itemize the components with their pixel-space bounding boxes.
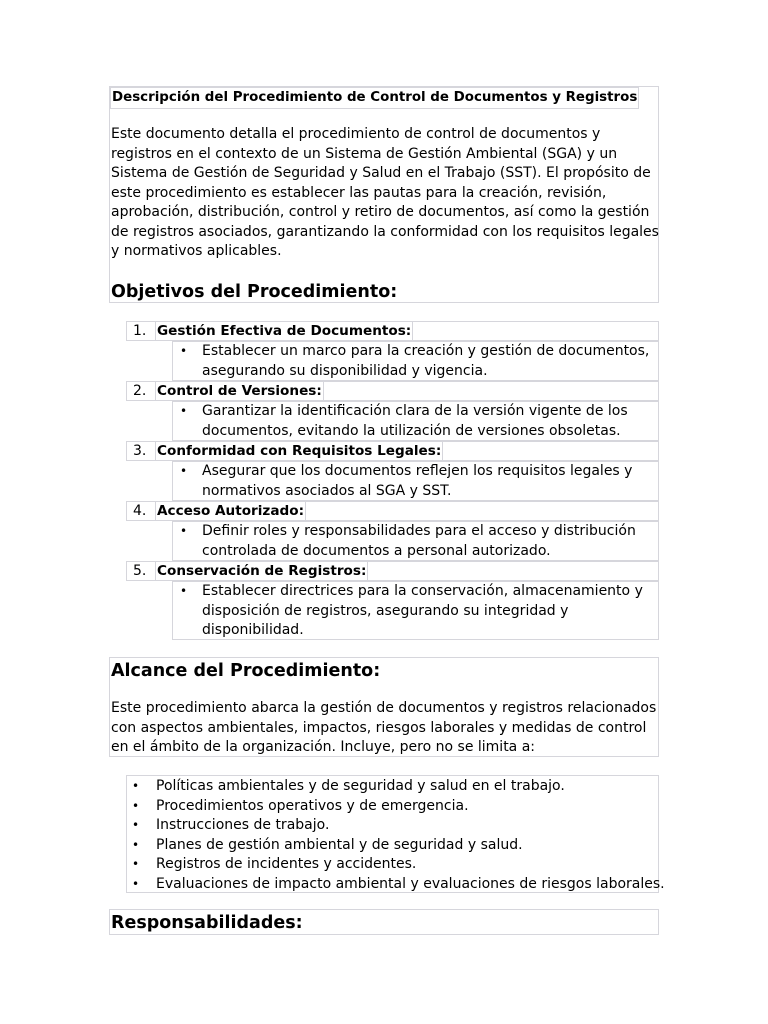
objective-text: Asegurar que los documentos reflejen los requisitos legales y normativos asociados al SGA y SST. xyxy=(202,463,633,499)
scope-paragraph: Este procedimiento abarca la gestión de documentos y registros relacionados con aspectos ambientales, impactos, riesgos laborales y medidas de control en el ámbito de la organización. Incluye, pero no se limita a: xyxy=(111,700,657,755)
bullet-icon: • xyxy=(180,524,188,538)
objective-item xyxy=(126,561,659,581)
objective-number: 2. xyxy=(133,383,147,399)
objective-text: Definir roles y responsabilidades para el acceso y distribución controlada de documentos a personal autorizado. xyxy=(202,523,636,559)
bullet-icon: • xyxy=(132,857,140,871)
objective-title: Gestión Efectiva de Documentos: xyxy=(157,323,412,339)
bullet-icon: • xyxy=(132,779,140,793)
bullet-icon: • xyxy=(180,584,188,598)
objective-title: Control de Versiones: xyxy=(157,383,322,399)
objective-text: Establecer directrices para la conservación, almacenamiento y disposición de registros, asegurando su integridad y disponibilidad. xyxy=(202,583,643,638)
responsibilities-heading: Responsabilidades: xyxy=(111,913,303,933)
bullet-icon: • xyxy=(132,876,140,891)
objective-item xyxy=(126,501,659,521)
objective-detail xyxy=(172,581,659,640)
objective-text: Establecer un marco para la creación y gestión de documentos, asegurando su disponibilidad y vigencia. xyxy=(202,343,650,379)
intro-section xyxy=(109,86,659,303)
objectives-heading: Objetivos del Procedimiento: xyxy=(111,282,398,302)
scope-list xyxy=(126,775,665,893)
bullet-icon: • xyxy=(180,464,188,478)
scope-heading: Alcance del Procedimiento: xyxy=(111,661,381,681)
objective-title: Acceso Autorizado: xyxy=(157,503,305,519)
list-item-text: Registros de incidentes y accidentes. xyxy=(156,856,417,872)
list-item-text: Evaluaciones de impacto ambiental y evaluaciones de riesgos laborales. xyxy=(156,875,665,892)
objective-title: Conservación de Registros: xyxy=(157,563,367,579)
document-title: Descripción del Procedimiento de Control de Documentos y Registros xyxy=(110,87,639,109)
responsibilities-section xyxy=(109,909,659,935)
objective-item xyxy=(126,441,659,461)
objective-number: 3. xyxy=(133,443,147,459)
bullet-icon: • xyxy=(132,798,140,813)
list-item-text: Planes de gestión ambiental y de seguridad y salud. xyxy=(156,836,523,853)
list-item-text: Políticas ambientales y de seguridad y salud en el trabajo. xyxy=(156,778,565,794)
bullet-icon: • xyxy=(132,837,140,852)
intro-paragraph: Este documento detalla el procedimiento de control de documentos y registros en el contexto de un Sistema de Gestión Ambiental (SGA) y un Sistema de Gestión de Seguridad y Salud en el Trabajo (SST). El propósito de este procedimiento es establecer las pautas para la creación, revisión, aprobación, distribución, control y retiro de documentos, así como la gestión de registros asociados, garantizando la conformidad con los requisitos legales y normativos aplicables. xyxy=(111,126,659,259)
objective-detail xyxy=(172,461,659,501)
objective-title: Conformidad con Requisitos Legales: xyxy=(157,443,442,459)
objective-detail xyxy=(172,341,659,381)
objective-number: 5. xyxy=(133,563,147,579)
bullet-icon: • xyxy=(132,818,140,832)
objective-detail xyxy=(172,521,659,561)
list-item-text: Instrucciones de trabajo. xyxy=(156,817,330,833)
objective-item xyxy=(126,381,659,401)
bullet-icon: • xyxy=(180,404,188,418)
objective-number: 1. xyxy=(133,323,147,339)
scope-section xyxy=(109,657,659,757)
objective-number: 4. xyxy=(133,503,147,519)
bullet-icon: • xyxy=(180,344,188,358)
objective-text: Garantizar la identificación clara de la versión vigente de los documentos, evitando la utilización de versiones obsoletas. xyxy=(202,403,628,439)
objective-item xyxy=(126,321,659,341)
list-item-text: Procedimientos operativos y de emergencia. xyxy=(156,797,469,814)
objective-detail xyxy=(172,401,659,441)
